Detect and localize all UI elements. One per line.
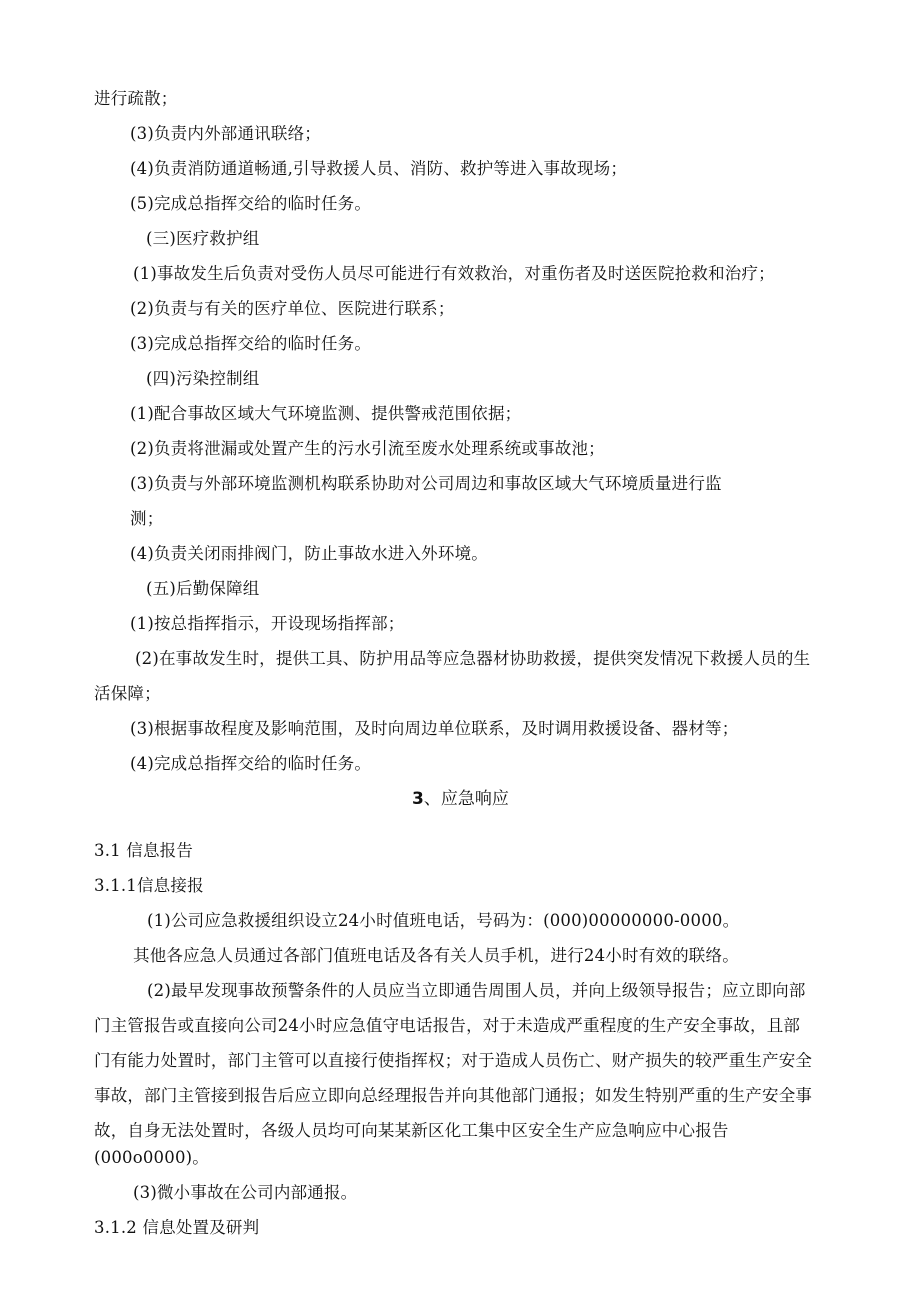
list-item: (2)负责将泄漏或处置产生的污水引流至废水处理系统或事故池； xyxy=(130,439,605,458)
subsection-heading: 3.1 信息报告 xyxy=(94,841,194,860)
text-line: 门主管报告或直接向公司24小时应急值守电话报告，对于未造成严重程度的生产安全事故，且部 xyxy=(94,1016,801,1035)
text-line: 活保障； xyxy=(94,684,161,703)
section-number: 3 xyxy=(412,789,424,809)
subsection-heading: 3.1.2 信息处置及研判 xyxy=(94,1218,260,1237)
list-item: (3)根据事故程度及影响范围，及时向周边单位联系，及时调用救援设备、器材等； xyxy=(130,719,739,738)
section-title: 、应急响应 xyxy=(423,789,509,809)
list-item: (5)完成总指挥交给的临时任务。 xyxy=(130,194,372,213)
list-item: (4)完成总指挥交给的临时任务。 xyxy=(130,754,372,773)
text-line: (000o0000)。 xyxy=(94,1148,209,1167)
list-item: (3)负责内外部通讯联络； xyxy=(130,124,321,143)
text-line: 进行疏散； xyxy=(94,89,178,108)
text-line: 其他各应急人员通过各部门值班电话及各有关人员手机，进行24小时有效的联络。 xyxy=(133,946,739,965)
text-line: 测； xyxy=(130,509,164,528)
list-item: (2)最早发现事故预警条件的人员应当立即通告周围人员，并向上级领导报告；应立即向部 xyxy=(147,981,806,1000)
list-item: (1)配合事故区域大气环境监测、提供警戒范围依据； xyxy=(130,404,522,423)
section-heading xyxy=(412,788,509,810)
list-item: (3)微小事故在公司内部通报。 xyxy=(133,1183,358,1202)
text-line: 门有能力处置时，部门主管可以直接行使指挥权；对于造成人员伤亡、财产损失的较严重生产安全 xyxy=(94,1051,813,1070)
subsection-heading: (三)医疗救护组 xyxy=(146,229,260,248)
list-item: (1)公司应急救援组织设立24小时值班电话，号码为：(000)00000000-0000。 xyxy=(147,911,740,930)
list-item: (2)在事故发生时，提供工具、防护用品等应急器材协助救援，提供突发情况下救援人员的生 xyxy=(135,649,811,668)
list-item: (3)完成总指挥交给的临时任务。 xyxy=(130,334,372,353)
list-item: (3)负责与外部环境监测机构联系协助对公司周边和事故区域大气环境质量进行监 xyxy=(130,474,722,493)
list-item: (4)负责消防通道畅通,引导救援人员、消防、救护等进入事故现场； xyxy=(130,159,628,178)
list-item: (2)负责与有关的医疗单位、医院进行联系； xyxy=(130,299,455,318)
list-item: (4)负责关闭雨排阀门，防止事故水进入外环境。 xyxy=(130,544,488,563)
subsection-heading: (五)后勤保障组 xyxy=(146,579,260,598)
list-item: (1)事故发生后负责对受伤人员尽可能进行有效救治，对重伤者及时送医院抢救和治疗； xyxy=(133,264,775,283)
subsection-heading: 3.1.1信息接报 xyxy=(94,876,204,895)
list-item: (1)按总指挥指示，开设现场指挥部； xyxy=(130,614,405,633)
text-line: 故，自身无法处置时，各级人员均可向某某新区化工集中区安全生产应急响应中心报告 xyxy=(94,1121,729,1140)
subsection-heading: (四)污染控制组 xyxy=(146,369,260,388)
text-line: 事故，部门主管接到报告后应立即向总经理报告并向其他部门通报；如发生特别严重的生产安全事 xyxy=(94,1086,813,1105)
